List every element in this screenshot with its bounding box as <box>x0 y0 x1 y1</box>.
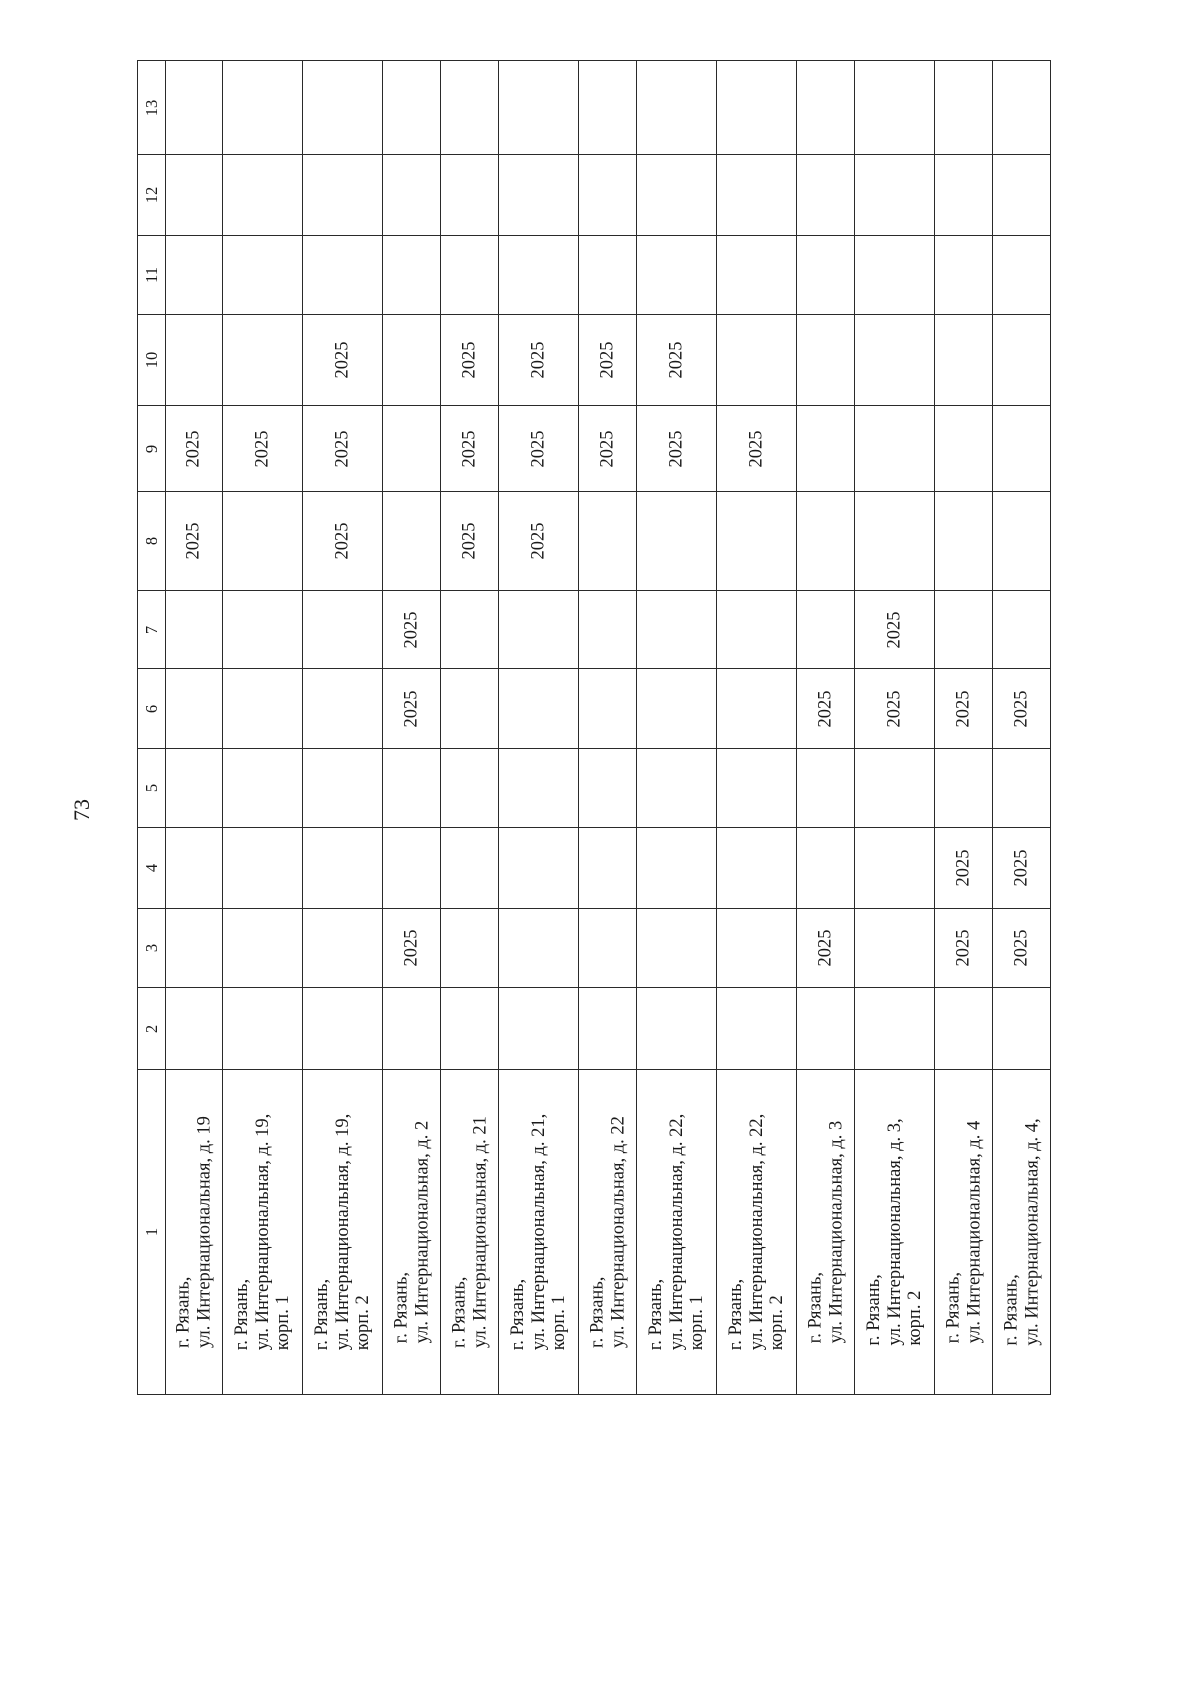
year-cell <box>935 155 993 236</box>
year-cell <box>441 749 499 828</box>
year-cell <box>441 315 499 406</box>
table-column-band <box>138 61 1051 155</box>
year-cell <box>499 61 579 155</box>
year-cell <box>935 669 993 749</box>
year-cell <box>499 988 579 1070</box>
year-cell <box>303 492 383 591</box>
year-cell <box>993 669 1051 749</box>
year-cell <box>935 492 993 591</box>
year-cell <box>717 669 797 749</box>
address-cell <box>579 1070 637 1395</box>
year-value: 2025 <box>666 341 687 379</box>
year-cell <box>855 315 935 406</box>
year-cell <box>383 155 441 236</box>
page-number <box>52 780 112 840</box>
year-value: 2025 <box>528 522 549 560</box>
year-cell <box>935 406 993 492</box>
year-cell <box>935 749 993 828</box>
year-cell <box>717 155 797 236</box>
address-text: г. Рязань, ул. Интернациональная, д. 19, корп. 2 <box>311 1113 373 1351</box>
address-text: г. Рязань, ул. Интернациональная, д. 19, корп. 1 <box>231 1113 293 1351</box>
year-value: 2025 <box>459 522 480 560</box>
year-value: 2025 <box>401 690 422 727</box>
year-cell <box>579 828 637 909</box>
year-cell <box>166 909 223 988</box>
year-cell <box>579 406 637 492</box>
column-header-label: 6 <box>141 704 161 713</box>
year-cell <box>166 61 223 155</box>
year-cell <box>223 492 303 591</box>
year-cell <box>303 669 383 749</box>
year-cell <box>717 315 797 406</box>
year-cell <box>303 315 383 406</box>
year-cell <box>579 591 637 669</box>
year-value: 2025 <box>953 929 974 967</box>
year-cell <box>993 61 1051 155</box>
year-cell <box>441 909 499 988</box>
year-cell <box>303 828 383 909</box>
data-table <box>137 60 1051 1395</box>
year-cell <box>499 591 579 669</box>
year-cell <box>797 492 855 591</box>
year-cell <box>993 988 1051 1070</box>
year-cell <box>717 406 797 492</box>
year-value: 2025 <box>597 341 618 379</box>
year-value: 2025 <box>884 611 905 648</box>
year-cell <box>223 61 303 155</box>
year-cell <box>993 749 1051 828</box>
year-cell <box>637 155 717 236</box>
year-cell <box>499 492 579 591</box>
address-cell <box>223 1070 303 1395</box>
year-cell <box>579 909 637 988</box>
year-cell <box>797 828 855 909</box>
year-cell <box>223 669 303 749</box>
year-cell <box>579 492 637 591</box>
year-cell <box>499 236 579 315</box>
column-header-label: 3 <box>141 943 161 953</box>
year-cell <box>637 828 717 909</box>
year-cell <box>166 988 223 1070</box>
year-cell <box>855 155 935 236</box>
year-cell <box>303 988 383 1070</box>
year-cell <box>797 406 855 492</box>
year-value: 2025 <box>183 430 204 467</box>
address-cell <box>303 1070 383 1395</box>
year-value: 2025 <box>332 522 353 560</box>
year-cell <box>499 828 579 909</box>
column-header <box>138 236 166 315</box>
year-value: 2025 <box>459 430 480 467</box>
year-cell <box>637 909 717 988</box>
table-column-band <box>138 988 1051 1070</box>
year-cell <box>499 669 579 749</box>
year-value: 2025 <box>815 929 836 967</box>
year-value: 2025 <box>666 430 687 467</box>
year-value: 2025 <box>401 929 422 967</box>
table-column-band <box>138 406 1051 492</box>
column-header-label: 1 <box>141 1227 161 1237</box>
year-cell <box>637 749 717 828</box>
year-cell <box>166 669 223 749</box>
year-cell <box>935 236 993 315</box>
year-cell <box>579 988 637 1070</box>
address-text: г. Рязань, ул. Интернациональная, д. 21 <box>448 1116 490 1348</box>
column-header <box>138 828 166 909</box>
address-text: г. Рязань, ул. Интернациональная, д. 4 <box>942 1120 984 1344</box>
year-cell <box>797 988 855 1070</box>
year-cell <box>855 828 935 909</box>
year-cell <box>383 828 441 909</box>
column-header <box>138 909 166 988</box>
table-column-band <box>138 909 1051 988</box>
year-cell <box>223 315 303 406</box>
year-value: 2025 <box>953 690 974 727</box>
year-cell <box>223 591 303 669</box>
year-value: 2025 <box>746 430 767 467</box>
year-cell <box>166 828 223 909</box>
year-value: 2025 <box>1011 690 1032 727</box>
year-cell <box>637 315 717 406</box>
page-number-text: 73 <box>69 799 94 821</box>
year-value: 2025 <box>884 690 905 727</box>
column-header-label: 9 <box>141 444 161 453</box>
table-column-band <box>138 1070 1051 1395</box>
year-cell <box>303 61 383 155</box>
year-cell <box>855 669 935 749</box>
year-cell <box>223 988 303 1070</box>
column-header <box>138 492 166 591</box>
year-cell <box>383 236 441 315</box>
column-header <box>138 315 166 406</box>
year-cell <box>797 669 855 749</box>
column-header-label: 7 <box>141 625 161 634</box>
address-text: г. Рязань, ул. Интернациональная, д. 19 <box>173 1116 214 1348</box>
column-header-label: 2 <box>141 1024 161 1033</box>
year-cell <box>637 492 717 591</box>
year-cell <box>441 828 499 909</box>
year-cell <box>579 749 637 828</box>
year-cell <box>579 315 637 406</box>
year-cell <box>441 669 499 749</box>
year-cell <box>441 61 499 155</box>
year-cell <box>855 406 935 492</box>
year-cell <box>637 988 717 1070</box>
year-cell <box>797 909 855 988</box>
year-cell <box>499 315 579 406</box>
year-cell <box>223 406 303 492</box>
year-cell <box>303 909 383 988</box>
year-cell <box>383 492 441 591</box>
year-cell <box>935 828 993 909</box>
year-cell <box>579 61 637 155</box>
year-cell <box>303 406 383 492</box>
year-cell <box>935 61 993 155</box>
year-value: 2025 <box>332 430 353 467</box>
table-column-band <box>138 492 1051 591</box>
year-cell <box>579 236 637 315</box>
year-cell <box>717 591 797 669</box>
year-cell <box>797 315 855 406</box>
year-value: 2025 <box>1011 849 1032 887</box>
address-cell <box>637 1070 717 1395</box>
address-cell <box>993 1070 1051 1395</box>
year-cell <box>303 236 383 315</box>
year-cell <box>223 909 303 988</box>
year-cell <box>499 155 579 236</box>
column-header-label: 10 <box>141 351 161 369</box>
year-cell <box>637 669 717 749</box>
year-cell <box>855 749 935 828</box>
year-cell <box>303 155 383 236</box>
year-cell <box>717 749 797 828</box>
year-value: 2025 <box>401 611 422 648</box>
address-cell <box>499 1070 579 1395</box>
year-cell <box>637 591 717 669</box>
address-cell <box>717 1070 797 1395</box>
year-cell <box>441 591 499 669</box>
address-text: г. Рязань, ул. Интернациональная, д. 2 <box>390 1120 432 1344</box>
year-cell <box>383 591 441 669</box>
year-cell <box>993 236 1051 315</box>
table-column-band <box>138 669 1051 749</box>
year-cell <box>717 909 797 988</box>
year-cell <box>223 236 303 315</box>
year-cell <box>993 155 1051 236</box>
year-cell <box>303 749 383 828</box>
year-cell <box>637 236 717 315</box>
year-cell <box>166 236 223 315</box>
year-cell <box>717 828 797 909</box>
year-cell <box>993 909 1051 988</box>
year-value: 2025 <box>459 341 480 379</box>
table-column-band <box>138 155 1051 236</box>
year-cell <box>579 155 637 236</box>
address-cell <box>441 1070 499 1395</box>
year-cell <box>993 492 1051 591</box>
table-column-band <box>138 236 1051 315</box>
year-cell <box>855 492 935 591</box>
year-cell <box>797 749 855 828</box>
address-cell <box>383 1070 441 1395</box>
year-cell <box>855 909 935 988</box>
column-header <box>138 61 166 155</box>
column-header-label: 4 <box>141 863 161 873</box>
year-value: 2025 <box>332 341 353 379</box>
column-header <box>138 406 166 492</box>
year-cell <box>441 236 499 315</box>
year-cell <box>223 155 303 236</box>
year-cell <box>499 406 579 492</box>
year-cell <box>383 988 441 1070</box>
column-header <box>138 591 166 669</box>
year-cell <box>637 406 717 492</box>
table-column-band <box>138 828 1051 909</box>
year-cell <box>499 909 579 988</box>
column-header-label: 11 <box>141 267 161 283</box>
year-cell <box>717 492 797 591</box>
address-text: г. Рязань, ул. Интернациональная, д. 4, <box>1000 1118 1042 1346</box>
year-cell <box>935 315 993 406</box>
year-cell <box>797 155 855 236</box>
table-column-band <box>138 591 1051 669</box>
year-cell <box>303 591 383 669</box>
address-cell <box>935 1070 993 1395</box>
column-header <box>138 988 166 1070</box>
year-cell <box>499 749 579 828</box>
year-cell <box>223 749 303 828</box>
year-value: 2025 <box>528 341 549 379</box>
year-value: 2025 <box>953 849 974 887</box>
year-cell <box>993 828 1051 909</box>
address-text: г. Рязань, ул. Интернациональная, д. 22, корп. 1 <box>645 1113 707 1351</box>
year-cell <box>383 406 441 492</box>
year-value: 2025 <box>183 522 204 560</box>
year-cell <box>993 315 1051 406</box>
year-value: 2025 <box>815 690 836 727</box>
year-cell <box>935 591 993 669</box>
table-column-band <box>138 315 1051 406</box>
year-cell <box>383 61 441 155</box>
year-cell <box>383 749 441 828</box>
year-cell <box>383 315 441 406</box>
year-cell <box>637 61 717 155</box>
year-cell <box>935 909 993 988</box>
year-cell <box>383 909 441 988</box>
year-value: 2025 <box>528 430 549 467</box>
column-header <box>138 155 166 236</box>
table-column-band <box>138 749 1051 828</box>
year-cell <box>797 236 855 315</box>
column-header <box>138 669 166 749</box>
year-value: 2025 <box>1011 929 1032 967</box>
year-cell <box>441 988 499 1070</box>
year-cell <box>166 155 223 236</box>
year-cell <box>717 61 797 155</box>
year-cell <box>797 61 855 155</box>
year-cell <box>223 828 303 909</box>
year-cell <box>993 591 1051 669</box>
column-header-label: 8 <box>141 536 161 546</box>
year-value: 2025 <box>252 430 273 467</box>
year-cell <box>441 406 499 492</box>
year-cell <box>717 236 797 315</box>
address-cell <box>166 1070 223 1395</box>
address-cell <box>855 1070 935 1395</box>
address-cell <box>797 1070 855 1395</box>
year-cell <box>166 591 223 669</box>
column-header-label: 12 <box>141 186 161 204</box>
year-cell <box>935 988 993 1070</box>
year-cell <box>441 492 499 591</box>
column-header-label: 13 <box>141 99 161 116</box>
address-text: г. Рязань, ул. Интернациональная, д. 3, корп. 2 <box>863 1118 925 1346</box>
year-cell <box>166 406 223 492</box>
address-text: г. Рязань, ул. Интернациональная, д. 21, корп. 1 <box>507 1113 569 1351</box>
year-cell <box>855 988 935 1070</box>
year-cell <box>797 591 855 669</box>
year-cell <box>166 492 223 591</box>
year-cell <box>383 669 441 749</box>
column-header <box>138 749 166 828</box>
year-cell <box>717 988 797 1070</box>
address-text: г. Рязань, ул. Интернациональная, д. 22, корп. 2 <box>725 1113 787 1351</box>
column-header-label: 5 <box>141 783 161 793</box>
address-text: г. Рязань, ул. Интернациональная, д. 22 <box>586 1116 628 1348</box>
year-cell <box>993 406 1051 492</box>
column-header <box>138 1070 166 1395</box>
year-cell <box>166 749 223 828</box>
year-value: 2025 <box>597 430 618 467</box>
year-cell <box>855 591 935 669</box>
year-cell <box>855 236 935 315</box>
year-cell <box>166 315 223 406</box>
year-cell <box>579 669 637 749</box>
address-text: г. Рязань, ул. Интернациональная, д. 3 <box>804 1120 846 1344</box>
year-cell <box>855 61 935 155</box>
year-cell <box>441 155 499 236</box>
